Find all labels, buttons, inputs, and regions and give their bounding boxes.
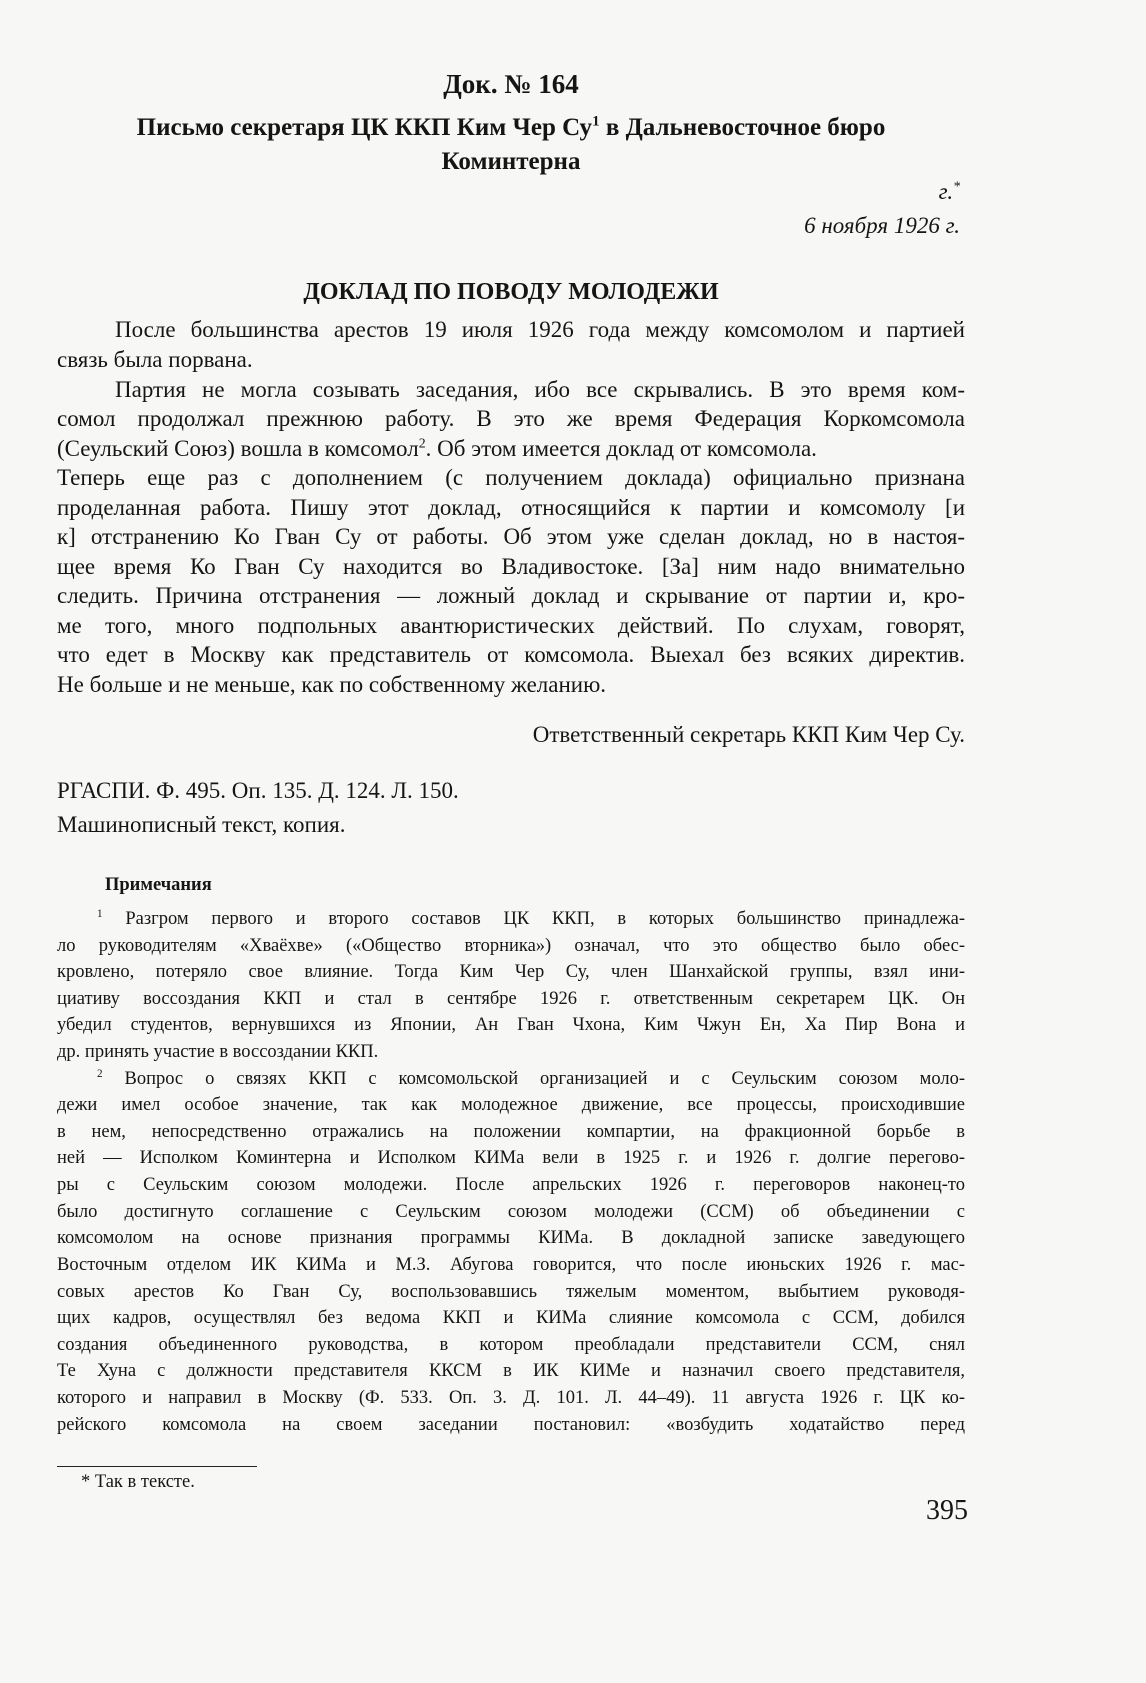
place-note-ref[interactable]: * [953,178,960,194]
body-text [57,435,817,463]
body-line: к] отстранению Ко Гван Су от работы. Об этом уже сделан доклад, но в настоя- [57,524,965,549]
body-line: что едет в Москву как представитель от комсомола. Выехал без всяких директив. [57,642,965,667]
footnote-star: * Так в тексте. [81,1472,195,1492]
note-2-line: в нем, непосредственно отражались на положении компартии, на фракционной борьбе в [57,1122,965,1142]
title-text-a: Письмо секретаря ЦК ККП Ким Чер Су [136,114,593,141]
notes-heading: Примечания [105,875,212,895]
note-2-line: было достигнуто соглашение с Сеульским союзом молодежи (ССМ) об объединении с [57,1202,965,1222]
note-2-line: создания объединенного руководства, в котором преобладали представители ССМ, снял [57,1335,965,1355]
body-line: После большинства арестов 19 июля 1926 года между комсомолом и партией [115,317,965,342]
archive-type: Машинописный текст, копия. [57,812,346,837]
note-2-line: дежи имел особое значение, так как молодежное движение, все процессы, происходившие [57,1095,965,1115]
note-1-line: кровлено, потеряло свое влияние. Тогда Ким Чер Су, член Шанхайской группы, взял ини- [57,962,965,982]
archive-reference: РГАСПИ. Ф. 495. Оп. 135. Д. 124. Л. 150. [57,778,459,803]
place [0,178,960,206]
doc-date: 6 ноября 1926 г. [804,213,960,238]
note-ref[interactable]: 2 [418,435,426,451]
note-1-line: ло руководителям «Хваёхве» («Общество вторника») означал, что это общество было обес- [57,936,965,956]
body-text-b: . Об этом имеется доклад от комсомола. [425,436,817,461]
page-number: 395 [926,1495,968,1526]
note-2-line: которого и направил в Москву (Ф. 533. Оп. 3. Д. 101. Л. 44–49). 11 августа 1926 г. ЦК ко- [57,1388,965,1408]
note-text: Разгром первого и второго составов ЦК ККП, в которых большинство принадлежа- [102,909,965,929]
note-1-line: циативу воссоздания ККП и стал в сентябре 1926 г. ответственным секретарем ЦК. Он [57,989,965,1009]
body-line: Не больше и не меньше, как по собственному желанию. [57,672,607,697]
note-2-line [57,1067,965,1091]
body-line: ме того, много подпольных авантюристических действий. По слухам, говорят, [57,613,965,638]
note-1-number: 1 [97,907,103,920]
note-2-line: совых арестов Ко Гван Су, воспользовавшись тяжелым моментом, выбытием руководя- [57,1282,965,1302]
note-2-line: комсомолом на основе признания программы КИМа. В докладной записке заведующего [57,1228,965,1248]
doc-title-line-2: Коминтерна [441,148,581,175]
body-line: следить. Причина отстранения — ложный доклад и скрывание от партии и, кро- [57,583,965,608]
note-1-line: др. принять участие в воссоздании ККП. [57,1042,379,1062]
report-title: ДОКЛАД ПО ПОВОДУ МОЛОДЕЖИ [303,279,719,305]
note-2-line: ней — Исполком Коминтерна и Исполком КИМа вели в 1925 г. и 1926 г. долгие перегово- [57,1148,965,1168]
note-2-line: ры с Сеульским союзом молодежи. После апрельских 1926 г. переговоров наконец-то [57,1175,965,1195]
signature: Ответственный секретарь ККП Ким Чер Су. [532,722,965,747]
note-2-line: щих кадров, осуществлял без ведома ККП и КИМа слияние комсомола с ССМ, добился [57,1308,965,1328]
note-ref[interactable]: 1 [592,113,600,130]
title-text-b: в Дальневосточное бюро [599,114,886,141]
footnote-divider [57,1466,257,1467]
note-2-line: Те Хуна с должности представителя ККСМ в ИК КИМе и назначил своего представителя, [57,1361,965,1381]
body-line: щее время Ко Гван Су находится во Владивостоке. [За] ним надо внимательно [57,554,965,579]
body-line: Партия не могла созывать заседания, ибо все скрывались. В это время ком- [115,377,965,402]
note-1-line: убедил студентов, вернувшихся из Японии, Ан Гван Чхона, Ким Чжун Ен, Ха Пир Вона и [57,1015,965,1035]
body-line: сомол продолжал прежнюю работу. В это же время Федерация Коркомсомола [57,406,965,431]
note-2-number: 2 [97,1067,103,1080]
note-text: Вопрос о связях ККП с комсомольской организацией и с Сеульским союзом моло- [102,1069,965,1089]
body-line: проделанная работа. Пишу этот доклад, относящийся к партии и комсомолу [и [57,495,965,520]
place-text: г. [938,179,954,204]
body-line [57,435,965,463]
note-2-line: Восточным отделом ИК КИМа и М.З. Абугова говорится, что после июньских 1926 г. мас- [57,1255,965,1275]
body-text-a: (Сеульский Союз) вошла в комсомол [57,436,419,461]
note-1-line [57,907,965,931]
doc-title-line-1 [57,114,965,142]
note-2-line: рейского комсомола на своем заседании постановил: «возбудить ходатайство перед [57,1415,965,1435]
body-line: Теперь еще раз с дополнением (с получением доклада) официально признана [57,465,965,490]
body-line: связь была порвана. [57,347,253,372]
doc-number: Док. № 164 [443,69,579,99]
